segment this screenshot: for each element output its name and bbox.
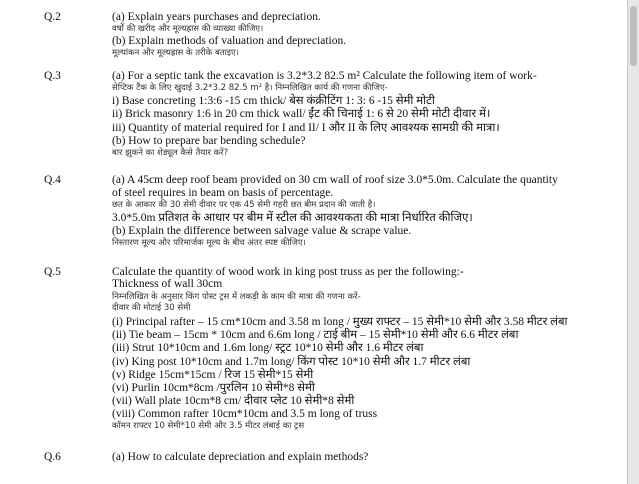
text-line-hindi: निस्तारण मूल्य और परिमार्जक मूल्य के बीच अंतर स्पष्ट कीजिए। [112, 238, 306, 248]
text-line: (b) Explain the difference between salvage value & scrape value. [112, 225, 412, 237]
text-line: (v) Ridge 15cm*15cm / रिज 15 सेमी*15 सेमी [112, 369, 314, 381]
text-line-hindi: बार झुकने का शेड्यूल कैसे तैयार करें? [112, 148, 229, 158]
text-line-hindi: निम्नलिखित के अनुसार किंग पोस्ट ट्रस में लकड़ी के काम की मात्रा की गणना करें- [112, 292, 361, 302]
text-line: (ii) Tie beam – 15cm * 10cm and 6.6m long / टाई बीम – 15 सेमी*10 सेमी और 6.6 मीटर लंबा [112, 329, 519, 341]
scrollbar-thumb[interactable] [630, 6, 637, 66]
text-line: (b) How to prepare bar bending schedule? [112, 135, 306, 147]
text-line: (a) For a septic tank the excavation is 3.2*3.2 82.5 m² Calculate the following item of work- [112, 70, 537, 82]
text-line: i) Base concreting 1:3:6 -15 cm thick/ बेस कंक्रीटिंग 1: 3: 6 -15 सेमी मोटी [112, 95, 435, 107]
text-line: Calculate the quantity of wood work in king post truss as per the following:- [112, 266, 464, 278]
question-number-q5: Q.5 [44, 266, 61, 278]
text-line-hindi: वर्षों की खरीद और मूल्यह्रास की व्याख्या कीजिए। [112, 24, 264, 34]
text-line: (a) How to calculate depreciation and explain methods? [112, 451, 369, 463]
question-number-q3: Q.3 [44, 70, 61, 82]
vertical-scrollbar[interactable] [627, 0, 639, 484]
text-line: 3.0*5.0m प्रतिशत के आधार पर बीम में स्टील की आवश्यकता की मात्रा निर्धारित कीजिए। [112, 212, 473, 224]
text-line: (vi) Purlin 10cm*8cm /पुरलिन 10 सेमी*8 सेमी [112, 382, 315, 394]
text-line: (i) Principal rafter – 15 cm*10cm and 3.58 m long / मुख्य राफ्टर – 15 सेमी*10 सेमी और 3.58 मीटर लंबा [112, 316, 568, 328]
question-number-q6: Q.6 [44, 451, 61, 463]
text-line: iii) Quantity of material required for I and II/ I और II के लिए आवश्यक सामग्री की मात्रा। [112, 122, 500, 134]
text-line: (iv) King post 10*10cm and 1.7m long/ किंग पोस्ट 10*10 सेमी और 1.7 मीटर लंबा [112, 356, 471, 368]
text-line: (iii) Strut 10*10cm and 1.6m long/ स्ट्रट 10*10 सेमी और 1.6 मीटर लंबा [112, 342, 424, 354]
question-number-q4: Q.4 [44, 174, 61, 186]
text-line-hindi: मूल्यांकन और मूल्यह्रास के तरीके बताइए। [112, 48, 239, 58]
text-line: Thickness of wall 30cm [112, 278, 223, 290]
text-line: ii) Brick masonry 1:6 in 20 cm thick wall/ ईंट की चिनाई 1: 6 से 20 सेमी मोटी दीवार में। [112, 108, 491, 120]
text-line-hindi: सेप्टिक टैंक के लिए खुदाई 3.2*3.2 82.5 m² है। निम्नलिखित कार्य की गणना कीजिए- [112, 83, 388, 93]
text-line: of steel requires in beam on basis of percentage. [112, 187, 334, 199]
text-line-hindi: कॉमन राफ्टर 10 सेमी*10 सेमी और 3.5 मीटर लंबाई का ट्रस [112, 421, 305, 431]
question-number-q2: Q.2 [44, 11, 61, 23]
text-line: (a) A 45cm deep roof beam provided on 30 cm wall of roof size 3.0*5.0m. Calculate the quantity [112, 174, 558, 186]
text-line-hindi: दीवार की मोटाई 30 सेमी [112, 303, 191, 313]
text-line-hindi: छत के आकार की 30 सेमी दीवार पर एक 45 सेमी गहरी छत बीम प्रदान की जाती है। [112, 200, 376, 210]
text-line: (b) Explain methods of valuation and depreciation. [112, 35, 347, 47]
text-line: (viii) Common rafter 10cm*10cm and 3.5 m long of truss [112, 408, 378, 420]
text-line: (a) Explain years purchases and depreciation. [112, 11, 321, 23]
text-line: (vii) Wall plate 10cm*8 cm/ दीवार प्लेट 10 सेमी*8 सेमी [112, 395, 355, 407]
